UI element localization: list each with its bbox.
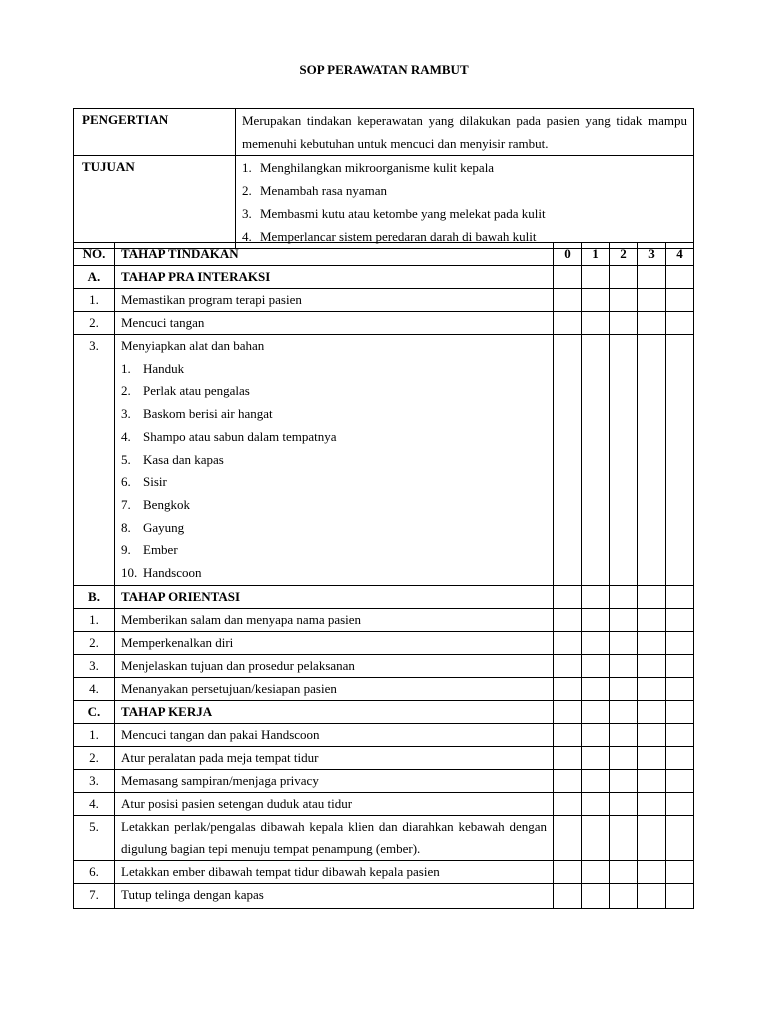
score-cell[interactable] [666, 312, 694, 335]
step-text: Memasang sampiran/menjaga privacy [115, 769, 554, 792]
tujuan-label: TUJUAN [74, 156, 236, 249]
step-row [74, 723, 694, 746]
score-cell[interactable] [638, 769, 666, 792]
tujuan-item [236, 179, 693, 202]
score-cell[interactable] [638, 792, 666, 815]
tool-text: Handscoon [143, 565, 202, 581]
score-cell[interactable] [638, 631, 666, 654]
score-cell[interactable] [610, 289, 638, 312]
score-cell[interactable] [582, 266, 610, 289]
tujuan-text: Menghilangkan mikroorganisme kulit kepala [260, 160, 495, 175]
tool-text: Kasa dan kapas [143, 451, 224, 467]
section-letter: B. [74, 585, 115, 608]
step-number: 4. [74, 792, 115, 815]
score-cell[interactable] [638, 608, 666, 631]
step-text: Atur peralatan pada meja tempat tidur [115, 746, 554, 769]
step-row [74, 289, 694, 312]
score-cell[interactable] [666, 723, 694, 746]
score-cell[interactable] [554, 746, 582, 769]
score-cell[interactable] [610, 746, 638, 769]
tool-item [121, 380, 547, 403]
score-cell[interactable] [638, 860, 666, 883]
tujuan-number: 1. [242, 160, 252, 175]
score-cell[interactable] [582, 700, 610, 723]
step-number: 1. [74, 289, 115, 312]
tool-item [121, 494, 547, 517]
tujuan-number: 2. [242, 183, 252, 198]
section-title: TAHAP ORIENTASI [115, 585, 554, 608]
info-table [73, 108, 694, 249]
score-cell[interactable] [666, 654, 694, 677]
score-cell[interactable] [638, 700, 666, 723]
tool-number: 6. [121, 474, 131, 490]
score-cell[interactable] [638, 677, 666, 700]
step-number: 1. [74, 608, 115, 631]
step-text: Menjelaskan tujuan dan prosedur pelaksanan [115, 654, 554, 677]
score-cell[interactable] [666, 608, 694, 631]
tool-text: Sisir [143, 474, 167, 490]
step-row [74, 815, 694, 860]
tujuan-text: Menambah rasa nyaman [260, 183, 388, 198]
tool-text: Ember [143, 542, 178, 558]
section-title: TAHAP KERJA [115, 700, 554, 723]
score-cell[interactable] [554, 883, 582, 908]
step-text: Menyiapkan alat dan bahan [121, 338, 265, 353]
score-cell[interactable] [582, 654, 610, 677]
score-cell[interactable] [638, 654, 666, 677]
step-row [74, 769, 694, 792]
tujuan-row [74, 156, 694, 249]
step-number: 5. [74, 815, 115, 860]
score-cell[interactable] [610, 883, 638, 908]
step-number: 3. [74, 769, 115, 792]
score-cell[interactable] [582, 677, 610, 700]
step-text: Letakkan perlak/pengalas dibawah kepala klien dan diarahkan kebawah dengan digulung bagian tepi menuju tempat penampung (ember). [115, 815, 554, 860]
step-text: Mencuci tangan dan pakai Handscoon [115, 723, 554, 746]
score-cell[interactable] [638, 335, 666, 586]
section-letter: C. [74, 700, 115, 723]
score-cell[interactable] [554, 769, 582, 792]
step-number: 7. [74, 883, 115, 908]
step-row [74, 883, 694, 908]
section-row [74, 700, 694, 723]
step-number: 6. [74, 860, 115, 883]
score-cell[interactable] [610, 312, 638, 335]
score-cell[interactable] [638, 312, 666, 335]
pengertian-row [74, 109, 694, 156]
tool-item [121, 517, 547, 540]
tool-number: 8. [121, 519, 131, 535]
step-row [74, 860, 694, 883]
header-score-4: 4 [666, 243, 694, 266]
score-cell[interactable] [554, 289, 582, 312]
score-cell[interactable] [638, 585, 666, 608]
header-score-1: 1 [582, 243, 610, 266]
score-cell[interactable] [666, 266, 694, 289]
score-cell[interactable] [554, 312, 582, 335]
tool-number: 2. [121, 383, 131, 399]
score-cell[interactable] [638, 815, 666, 860]
score-cell[interactable] [666, 677, 694, 700]
tool-number: 3. [121, 406, 131, 422]
score-cell[interactable] [610, 723, 638, 746]
tujuan-number: 3. [242, 206, 252, 221]
score-cell[interactable] [554, 815, 582, 860]
score-cell[interactable] [554, 700, 582, 723]
score-cell[interactable] [610, 335, 638, 586]
score-cell[interactable] [610, 608, 638, 631]
procedure-table [73, 242, 694, 909]
score-cell[interactable] [582, 289, 610, 312]
pengertian-text: Merupakan tindakan keperawatan yang dilakukan pada pasien yang tidak mampu memenuhi kebutuhan untuk mencuci dan menyisir rambut. [242, 113, 687, 151]
section-row [74, 266, 694, 289]
score-cell[interactable] [666, 289, 694, 312]
score-cell[interactable] [554, 585, 582, 608]
step-text: Mencuci tangan [115, 312, 554, 335]
tool-number: 9. [121, 542, 131, 558]
score-cell[interactable] [666, 335, 694, 586]
tool-text: Handuk [143, 360, 185, 376]
score-cell[interactable] [582, 769, 610, 792]
step-text: Menanyakan persetujuan/kesiapan pasien [115, 677, 554, 700]
tool-text: Shampo atau sabun dalam tempatnya [143, 428, 337, 444]
tool-item [121, 358, 547, 381]
step-text: Atur posisi pasien setengan duduk atau tidur [115, 792, 554, 815]
score-cell[interactable] [666, 700, 694, 723]
score-cell[interactable] [638, 289, 666, 312]
document-title: SOP PERAWATAN RAMBUT [299, 62, 469, 77]
tool-item [121, 471, 547, 494]
step-number: 4. [74, 677, 115, 700]
section-letter: A. [74, 266, 115, 289]
score-cell[interactable] [554, 723, 582, 746]
step-row [74, 677, 694, 700]
score-cell[interactable] [666, 746, 694, 769]
tool-item [121, 449, 547, 472]
step-row [74, 631, 694, 654]
step-row [74, 654, 694, 677]
score-cell[interactable] [666, 769, 694, 792]
score-cell[interactable] [554, 608, 582, 631]
step-text: Letakkan ember dibawah tempat tidur dibawah kepala pasien [115, 860, 554, 883]
step-text: Tutup telinga dengan kapas [115, 883, 554, 908]
step-number: 3. [74, 654, 115, 677]
score-cell[interactable] [638, 746, 666, 769]
score-cell[interactable] [554, 860, 582, 883]
score-cell[interactable] [610, 654, 638, 677]
score-cell[interactable] [582, 815, 610, 860]
score-cell[interactable] [666, 631, 694, 654]
tool-item [121, 539, 547, 562]
score-cell[interactable] [582, 723, 610, 746]
score-cell[interactable] [610, 266, 638, 289]
tool-number: 7. [121, 496, 131, 512]
tool-number: 1. [121, 360, 131, 376]
section-row [74, 585, 694, 608]
section-title: TAHAP PRA INTERAKSI [115, 266, 554, 289]
tool-text: Gayung [143, 519, 185, 535]
score-cell[interactable] [582, 631, 610, 654]
step-row [74, 335, 694, 586]
score-cell[interactable] [554, 792, 582, 815]
step-text: Memberikan salam dan menyapa nama pasien [115, 608, 554, 631]
tool-number: 4. [121, 428, 131, 444]
step-number: 2. [74, 312, 115, 335]
tool-text: Baskom berisi air hangat [143, 406, 273, 422]
score-cell[interactable] [582, 312, 610, 335]
score-cell[interactable] [554, 631, 582, 654]
score-cell[interactable] [610, 700, 638, 723]
header-score-2: 2 [610, 243, 638, 266]
score-cell[interactable] [666, 585, 694, 608]
score-cell[interactable] [610, 792, 638, 815]
score-cell[interactable] [610, 769, 638, 792]
score-cell[interactable] [610, 631, 638, 654]
score-cell[interactable] [610, 860, 638, 883]
score-cell[interactable] [666, 883, 694, 908]
pengertian-cell [236, 109, 694, 156]
step-number: 2. [74, 631, 115, 654]
score-cell[interactable] [638, 266, 666, 289]
step-text: Memperkenalkan diri [115, 631, 554, 654]
score-cell[interactable] [582, 883, 610, 908]
score-cell[interactable] [610, 815, 638, 860]
score-cell[interactable] [666, 792, 694, 815]
tool-text: Perlak atau pengalas [143, 383, 250, 399]
tool-item [121, 562, 547, 585]
header-row [74, 243, 694, 266]
score-cell[interactable] [582, 608, 610, 631]
tujuan-list [236, 156, 694, 249]
tujuan-item [236, 156, 693, 179]
score-cell[interactable] [582, 860, 610, 883]
tujuan-text: Memperlancar sistem peredaran darah di bawah kulit [260, 229, 537, 244]
step-number: 1. [74, 723, 115, 746]
tujuan-item [236, 202, 693, 225]
pengertian-label: PENGERTIAN [74, 109, 236, 156]
score-cell[interactable] [582, 792, 610, 815]
score-cell[interactable] [554, 266, 582, 289]
score-cell[interactable] [638, 723, 666, 746]
score-cell[interactable] [582, 585, 610, 608]
tool-item [121, 403, 547, 426]
tool-number: 10. [121, 565, 138, 581]
score-cell[interactable] [610, 677, 638, 700]
header-no: NO. [74, 243, 115, 266]
tool-number: 5. [121, 451, 131, 467]
step-row [74, 608, 694, 631]
score-cell[interactable] [582, 335, 610, 586]
score-cell[interactable] [666, 815, 694, 860]
tool-item [121, 426, 547, 449]
header-score-3: 3 [638, 243, 666, 266]
score-cell[interactable] [610, 585, 638, 608]
score-cell[interactable] [582, 746, 610, 769]
score-cell[interactable] [666, 860, 694, 883]
tujuan-number: 4. [242, 229, 252, 244]
step-row [74, 746, 694, 769]
score-cell[interactable] [554, 677, 582, 700]
score-cell[interactable] [554, 654, 582, 677]
header-score-0: 0 [554, 243, 582, 266]
step-number: 3. [74, 335, 115, 586]
header-action: TAHAP TINDAKAN [115, 243, 554, 266]
tool-text: Bengkok [143, 496, 190, 512]
step-number: 2. [74, 746, 115, 769]
step-row [74, 312, 694, 335]
tools-cell [115, 335, 554, 586]
tujuan-text: Membasmi kutu atau ketombe yang melekat pada kulit [260, 206, 546, 221]
step-text: Memastikan program terapi pasien [115, 289, 554, 312]
score-cell[interactable] [638, 883, 666, 908]
score-cell[interactable] [554, 335, 582, 586]
step-row [74, 792, 694, 815]
